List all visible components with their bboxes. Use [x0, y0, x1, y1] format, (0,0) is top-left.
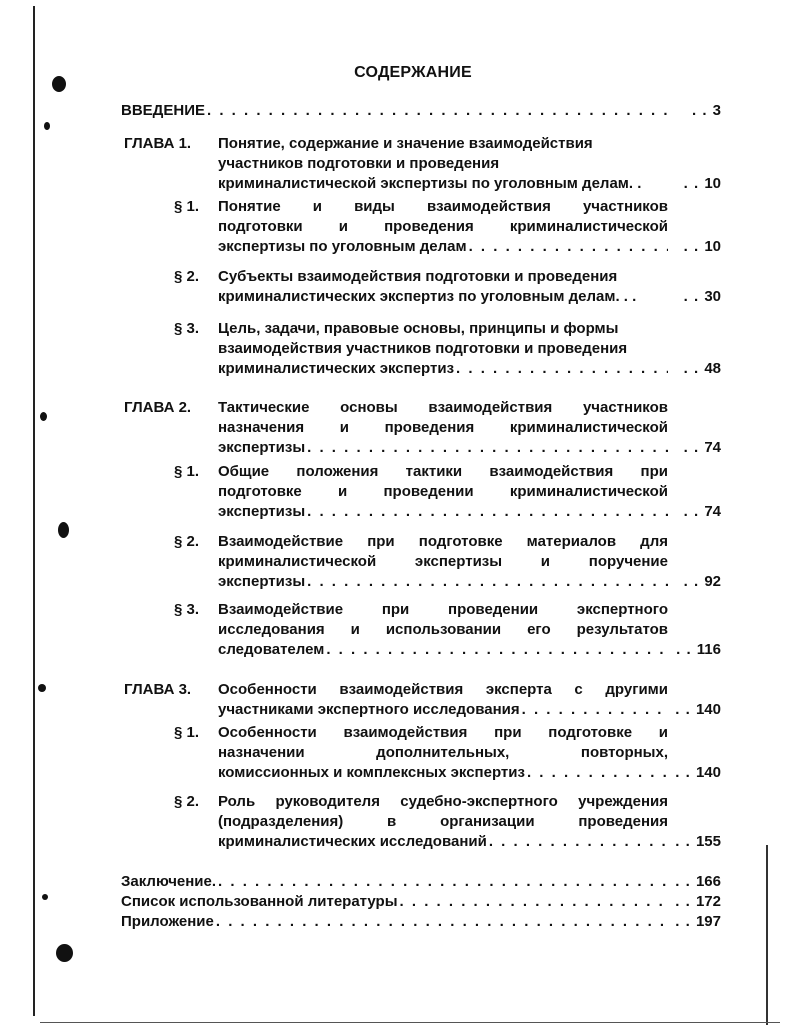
- leader-dots: [307, 438, 668, 458]
- section-title: Субъекты взаимодействия подготовки и проведения криминалистических экспертиз по уголовным делам. . .: [218, 268, 637, 305]
- scan-edge-left: [33, 6, 35, 1016]
- toc-page-number: . . 197: [668, 912, 721, 932]
- chapter-title: Особенности взаимодействия эксперта с другими участниками экспертного исследования . . .: [218, 680, 668, 720]
- section-title: Взаимодействие при подготовке материалов для криминалистической экспертизы и поручение экспертизы . . .: [218, 532, 668, 592]
- page-title: СОДЕРЖАНИЕ: [354, 64, 472, 81]
- section-title: Общие положения тактики взаимодействия при подготовке и проведении криминалистической экспертизы . . .: [218, 462, 668, 522]
- leader-dots: [522, 700, 668, 720]
- toc-page-number: . . 10: [668, 174, 721, 194]
- ink-blot: [44, 122, 50, 130]
- toc-entry-text: Приложение . . .: [121, 912, 668, 932]
- toc-page-number: . . 92: [668, 572, 721, 592]
- leader-dots: [527, 763, 668, 783]
- toc-page-number: . . 10: [668, 237, 721, 257]
- leader-dots: [326, 640, 668, 660]
- leader-dots: [207, 101, 668, 121]
- toc-page-number: . . 166: [668, 872, 721, 892]
- toc-page-number: . . 74: [668, 438, 721, 458]
- toc-page-number: . . 74: [668, 502, 721, 522]
- toc-entry-text: Список использованной литературы . . .: [121, 892, 668, 912]
- section-label: § 1.: [174, 198, 200, 215]
- section-label: § 2.: [174, 533, 200, 550]
- chapter-title: Понятие, содержание и значение взаимодействия участников подготовки и проведения криминалистической экспертизы по уголовным делам. .: [218, 135, 642, 192]
- toc-page-number: . . 30: [668, 287, 721, 307]
- section-title: Взаимодействие при проведении экспертного исследования и использовании его результатов следователем . . .: [218, 600, 668, 660]
- section-title: Понятие и виды взаимодействия участников подготовки и проведения криминалистической экспертизы по уголовным делам . . .: [218, 197, 668, 257]
- section-title: Цель, задачи, правовые основы, принципы и формы взаимодействия участников подготовки и проведения криминалистических экспертиз . . .: [218, 319, 668, 379]
- section-label: § 2.: [174, 268, 200, 285]
- section-label: § 1.: [174, 463, 200, 480]
- toc-page-number: . . 140: [668, 700, 721, 720]
- leader-dots: [489, 832, 668, 852]
- toc-page-number: . . 116: [668, 640, 721, 660]
- chapter-label: ГЛАВА 1.: [124, 135, 192, 152]
- ink-blot: [42, 894, 48, 900]
- leader-dots: [307, 572, 668, 592]
- toc-entry-text: [121, 101, 668, 121]
- toc-entry-text: Заключение. . . .: [121, 872, 668, 892]
- leader-dots: [456, 359, 668, 379]
- toc-intro-label: ВВЕДЕНИЕ: [121, 102, 205, 119]
- leader-dots: [469, 237, 668, 257]
- leader-dots: [218, 872, 668, 892]
- section-label: § 3.: [174, 601, 200, 618]
- toc-page-number: . . 155: [668, 832, 721, 852]
- leader-dots: [307, 502, 668, 522]
- toc-page-number: . . 48: [668, 359, 721, 379]
- toc-page-number: . . 140: [668, 763, 721, 783]
- scan-edge-right: [766, 845, 768, 1025]
- leader-dots: [216, 912, 668, 932]
- chapter-label: ГЛАВА 3.: [124, 681, 192, 698]
- chapter-label: ГЛАВА 2.: [124, 399, 192, 416]
- section-title: Роль руководителя судебно-экспертного учреждения (подразделения) в организации проведения криминалистических исследований . . .: [218, 792, 668, 852]
- section-title: Особенности взаимодействия при подготовке и назначении дополнительных, повторных, комиссионных и комплексных экспертиз . . .: [218, 723, 668, 783]
- leader-dots: [400, 892, 668, 912]
- ink-blot: [56, 944, 73, 962]
- toc-page-number: . . 3: [668, 101, 721, 121]
- section-label: § 2.: [174, 793, 200, 810]
- ink-blot: [58, 522, 69, 538]
- section-label: § 1.: [174, 724, 200, 741]
- ink-blot: [40, 412, 47, 421]
- scan-edge-bottom: [40, 1022, 780, 1023]
- toc-page-number: . . 172: [668, 892, 721, 912]
- chapter-title: Тактические основы взаимодействия участников назначения и проведения криминалистической экспертизы . . .: [218, 398, 668, 458]
- ink-blot: [38, 684, 46, 692]
- section-label: § 3.: [174, 320, 200, 337]
